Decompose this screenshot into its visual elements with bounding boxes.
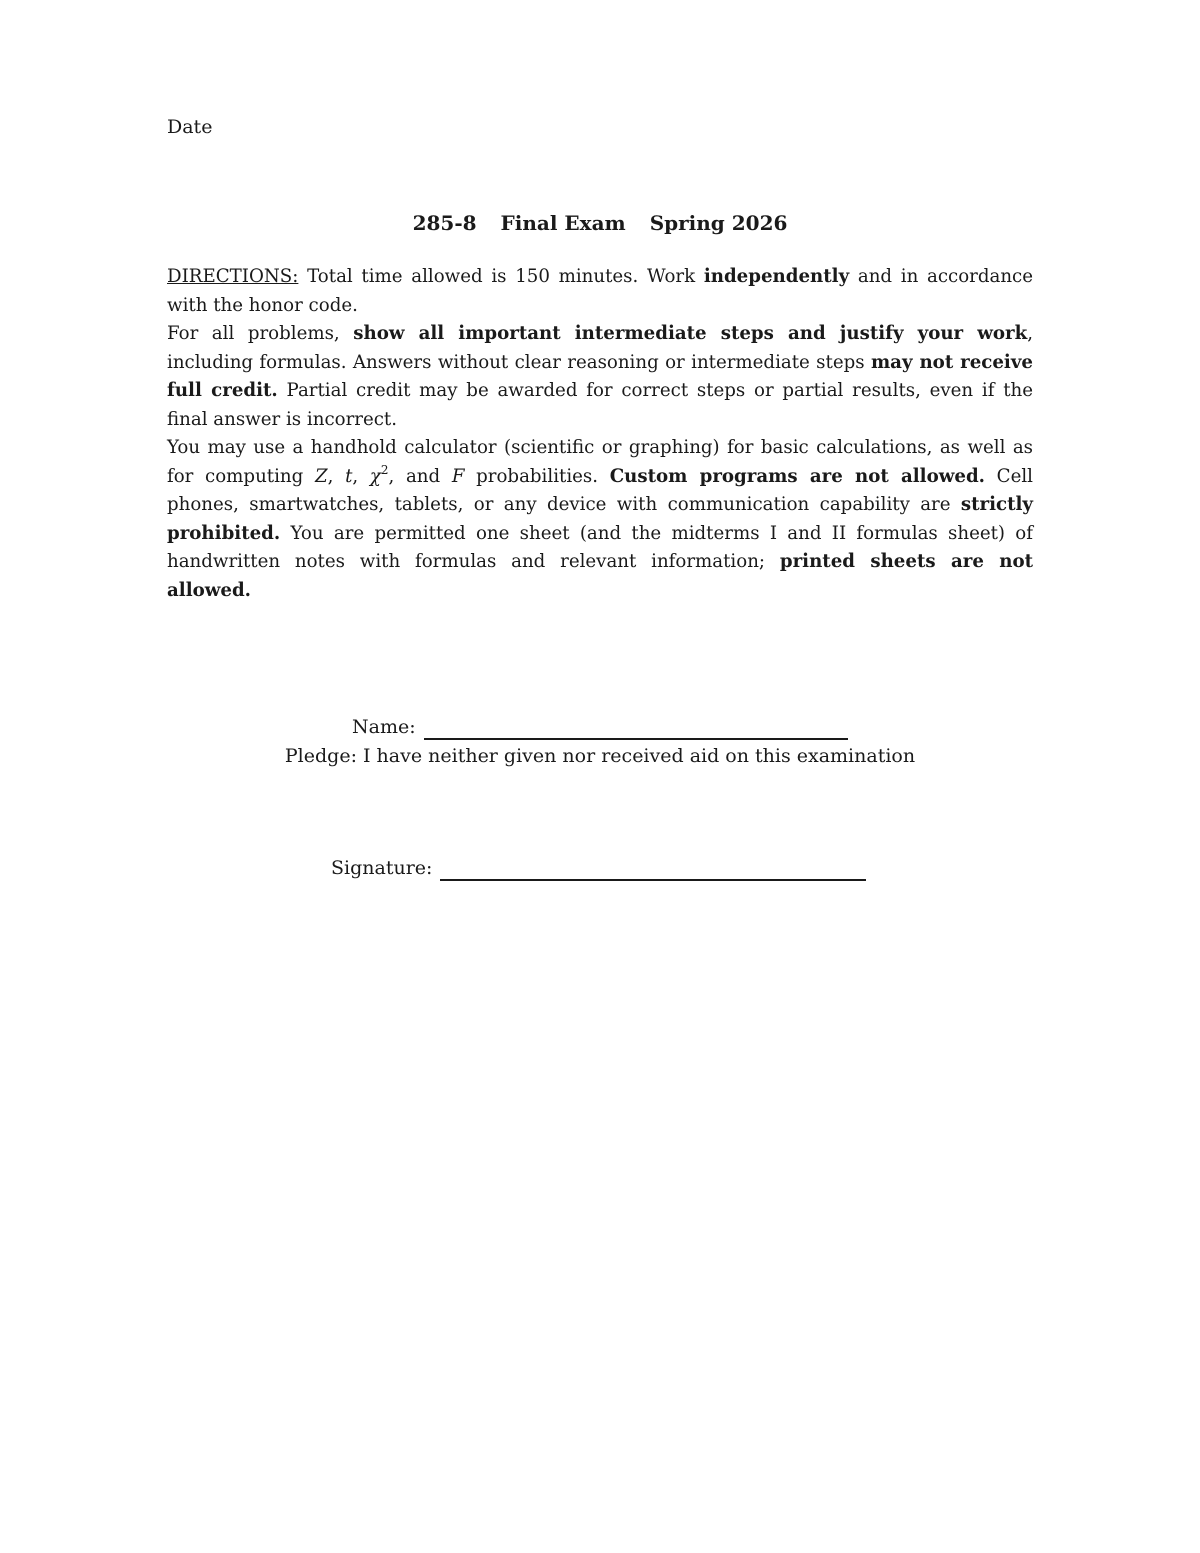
directions-text: Cell phones, smartwatches, tablets, or any device with communication capability are (167, 465, 1033, 515)
math-symbol-chi: χ (369, 465, 381, 487)
directions-text: , (327, 465, 346, 487)
directions-emphasis: may not receive full credit. (167, 351, 1033, 401)
directions-paragraph-materials (167, 434, 1033, 605)
directions-paragraph-work (167, 320, 1033, 434)
exam-name: Final Exam (500, 211, 626, 235)
directions-emphasis: Custom programs are not allowed. (609, 465, 985, 487)
pledge-statement: Pledge: I have neither given nor received aid on this examination (284, 745, 916, 767)
directions-emphasis: printed sheets are not allowed. (167, 551, 1033, 601)
directions-text: probabilities. (464, 465, 610, 487)
math-symbol-z: Z (314, 465, 328, 487)
directions-text: and in accordance with the honor code. (167, 266, 1033, 316)
directions-text: Total time allowed is 150 minutes. Work (298, 266, 704, 287)
name-blank-line (424, 718, 848, 740)
directions-text: You are permitted one sheet (and the midterms I and II formulas sheet) of handwritten notes with formulas and relevant information; (167, 522, 1033, 572)
directions-text: , including formulas. Answers without clear reasoning or intermediate steps (167, 323, 1033, 373)
directions-text: Partial credit may be awarded for correct steps or partial results, even if the final answer is incorrect. (167, 380, 1033, 430)
course-number: 285-8 (412, 211, 477, 235)
directions-emphasis: strictly prohibited. (167, 494, 1033, 544)
directions-paragraph-time (167, 263, 1033, 320)
directions-text: For all problems, (167, 323, 354, 344)
directions-text: , (352, 465, 370, 487)
exam-title (0, 210, 1200, 236)
directions-emphasis: show all important intermediate steps and justify your work (353, 323, 1028, 344)
math-exponent: 2 (380, 462, 389, 477)
math-symbol-t: t (345, 465, 353, 487)
date-label: Date (167, 116, 213, 138)
directions-block (167, 263, 1033, 605)
directions-text: , and (388, 465, 452, 487)
exam-term: Spring 2026 (649, 211, 788, 235)
name-label: Name: (352, 716, 416, 738)
math-symbol-f: F (451, 465, 465, 487)
signature-row (331, 855, 866, 881)
signature-label: Signature: (331, 857, 433, 879)
signature-blank-line (440, 859, 866, 881)
directions-emphasis: independently (703, 266, 850, 287)
directions-text: You may use a handhold calculator (scientific or graphing) for basic calculations, as well as for computing (167, 437, 1033, 487)
name-row (352, 714, 848, 740)
directions-heading: DIRECTIONS: (167, 266, 299, 287)
